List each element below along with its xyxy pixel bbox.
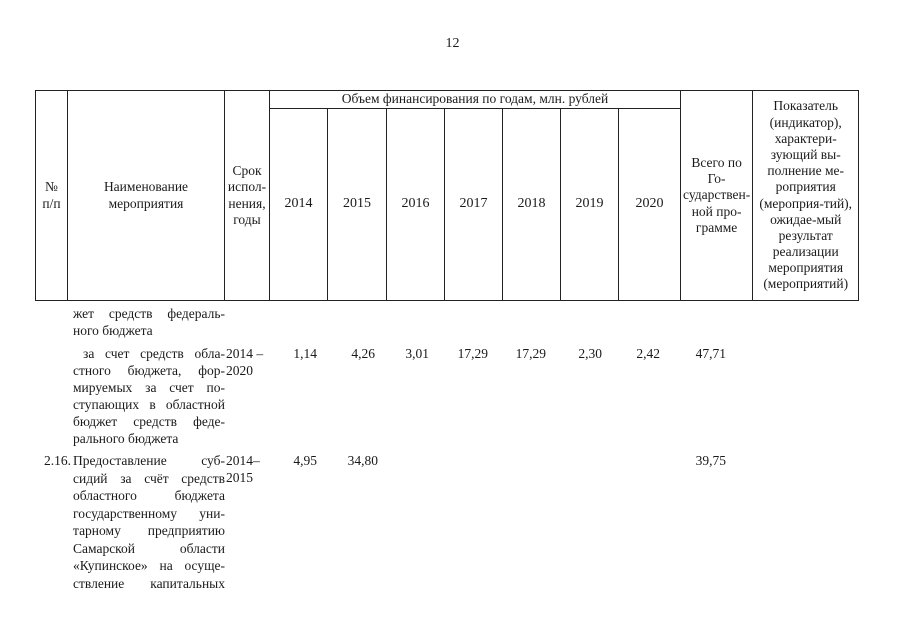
header-term: Срок испол-нения, годы bbox=[225, 91, 270, 301]
row-name bbox=[73, 452, 225, 592]
name-line: «Купинское» на осуще- bbox=[73, 558, 225, 573]
value-2015: 34,80 bbox=[347, 453, 378, 468]
value-2020: 2,42 bbox=[636, 346, 660, 361]
name-line: бюджет средств феде- bbox=[73, 414, 225, 429]
value-2016: 3,01 bbox=[405, 346, 429, 361]
table-header bbox=[35, 90, 859, 301]
value-2014: 4,95 bbox=[293, 453, 317, 468]
name-line: стного бюджета, фор- bbox=[73, 363, 225, 378]
term-line: 2020 bbox=[226, 363, 253, 378]
row-term bbox=[226, 452, 268, 486]
value-2015: 4,26 bbox=[351, 346, 375, 361]
header-total: Всего по Го-сударствен-ной про-грамме bbox=[681, 91, 753, 301]
value-2014: 1,14 bbox=[293, 346, 317, 361]
header-year: 2017 bbox=[445, 109, 503, 301]
term-line: 2015 bbox=[226, 470, 253, 485]
name-line: Предоставление суб- bbox=[73, 453, 225, 468]
name-line: рального бюджета bbox=[73, 431, 179, 446]
header-year: 2016 bbox=[387, 109, 445, 301]
name-line: Самарской области bbox=[73, 540, 225, 556]
header-year: 2020 bbox=[619, 109, 681, 301]
term-line: 2014– bbox=[226, 453, 260, 468]
value-total: 39,75 bbox=[695, 453, 726, 468]
name-line: сидий за счёт средств bbox=[73, 470, 225, 486]
header-funding-title: Объем финансирования по годам, млн. рублей bbox=[270, 91, 681, 109]
term-line: 2014 – bbox=[226, 346, 264, 361]
row-term bbox=[226, 345, 268, 379]
name-line: жет средств федераль- bbox=[73, 306, 225, 321]
value-2018: 17,29 bbox=[515, 346, 546, 361]
name-line: мируемых за счет по- bbox=[73, 380, 225, 395]
name-line: государственному уни- bbox=[73, 505, 225, 521]
value-2019: 2,30 bbox=[578, 346, 602, 361]
name-line: ствление капитальных bbox=[73, 575, 225, 591]
value-2017: 17,29 bbox=[457, 346, 488, 361]
name-line: ного бюджета bbox=[73, 323, 153, 338]
name-line: тарному предприятию bbox=[73, 523, 225, 538]
header-num: № п/п bbox=[36, 91, 68, 301]
header-name: Наименование мероприятия bbox=[68, 91, 225, 301]
header-year: 2015 bbox=[328, 109, 387, 301]
page-number: 12 bbox=[445, 36, 460, 51]
row-name bbox=[73, 305, 225, 339]
header-indicator: Показатель (индикатор), характери-зующий вы-полнение ме-роприятия (мероприя-тий), ожидае-мый результат реализации мероприятия (мероприятий) bbox=[753, 91, 859, 301]
value-total: 47,71 bbox=[695, 346, 726, 361]
name-line: за счет средств обла- bbox=[83, 346, 225, 361]
name-line: ступающих в областной bbox=[73, 397, 225, 412]
row-index: 2.16. bbox=[44, 453, 71, 468]
row-name bbox=[73, 345, 225, 447]
header-year: 2018 bbox=[503, 109, 561, 301]
header-year: 2014 bbox=[270, 109, 328, 301]
header-year: 2019 bbox=[561, 109, 619, 301]
name-line: областного бюджета bbox=[73, 488, 225, 503]
